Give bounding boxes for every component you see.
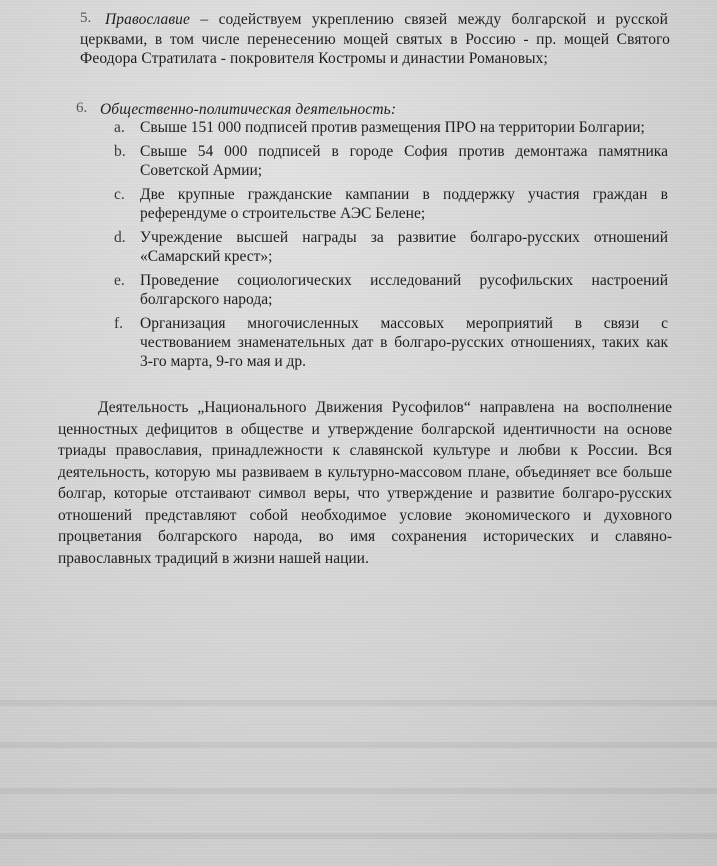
list-item-line: Свыше 151 000 подписей против размещения ПРО на территории Болгарии;	[140, 119, 645, 136]
scan-noise-band	[0, 742, 717, 748]
list-item-b	[100, 142, 668, 180]
item6-title: Общественно-политическая деятельность:	[100, 101, 397, 118]
scan-noise-band	[0, 700, 717, 706]
list-marker: f.	[114, 315, 124, 332]
list-item-line: Учреждение высшей награды за развитие болгаро-русских отношений	[140, 229, 668, 246]
list-item-e	[100, 271, 668, 309]
list-item-line: Советской Армии;	[140, 162, 263, 179]
list-marker: e.	[114, 272, 125, 289]
list-item-line: Организация многочисленных массовых мероприятий в связи с	[140, 315, 668, 332]
list-item-line: Две крупные гражданские кампании в поддержку участия граждан в	[140, 186, 668, 203]
list-item-f	[100, 314, 668, 371]
item5-line-2: церквами, в том числе перенесению мощей святых в Россию - пр. мощей Святого	[80, 31, 670, 48]
list-item-line: болгарского народа;	[140, 291, 273, 308]
list-marker: d.	[114, 229, 126, 246]
item5-line-1: – содействуем укреплению связей между болгарской и русской	[190, 11, 668, 28]
item6-subitem-list	[100, 118, 668, 376]
item5-line-3: Феодора Стратилата - покровителя Костромы и династии Романовых;	[80, 50, 548, 67]
list-item-line: Свыше 54 000 подписей в городе София против демонтажа памятника	[140, 143, 668, 160]
item5-title: Православие	[105, 11, 191, 28]
summary-line: Деятельность „Национального Движения Русофилов“ направлена на восполнение	[98, 399, 672, 416]
list-item-line: Проведение социологических исследований русофильских настроений	[140, 272, 668, 289]
list-item-c	[100, 185, 668, 223]
scan-noise-band	[0, 833, 717, 839]
list-item-d	[100, 228, 668, 266]
list-item-line: референдуме о строительстве АЭС Белене;	[140, 205, 426, 222]
list-item-line: чествованием знаменательных дат в болгаро-русских отношениях, таких как	[140, 334, 668, 351]
list-marker: b.	[114, 143, 126, 160]
summary-line: ценностных дефицитов в обществе и утверждение болгарской идентичности на основе	[58, 420, 672, 438]
summary-line: триады православия, принадлежности к славянской культуре и любви к России. Вся	[58, 442, 672, 459]
item5-text	[105, 10, 668, 29]
list-item-line: «Самарский крест»;	[140, 248, 273, 265]
item5-number: 5.	[80, 10, 92, 26]
summary-paragraph	[58, 397, 672, 569]
item5-line	[105, 10, 668, 29]
list-marker: c.	[114, 186, 125, 203]
summary-line: процветания болгарского народа, во имя сохранения исторических и славяно-	[58, 528, 672, 545]
summary-line: болгар, которые отстаивают символ веры, что утверждение и развитие болгаро-русских	[58, 485, 672, 502]
item5-continuation	[80, 30, 670, 68]
scan-noise-band	[0, 788, 717, 794]
summary-line: отношений представляют собой необходимое условие экономического и духовного	[58, 506, 672, 524]
list-item-line: 3-го марта, 9-го мая и др.	[140, 353, 307, 370]
summary-line: деятельность, которую мы развиваем в культурно-массовом плане, объединяет все больше	[58, 463, 672, 481]
summary-line: православных традиций в жизни нашей нации.	[58, 549, 369, 567]
item6-number: 6.	[76, 100, 88, 116]
list-item-a	[100, 118, 668, 137]
list-marker: a.	[114, 119, 125, 136]
